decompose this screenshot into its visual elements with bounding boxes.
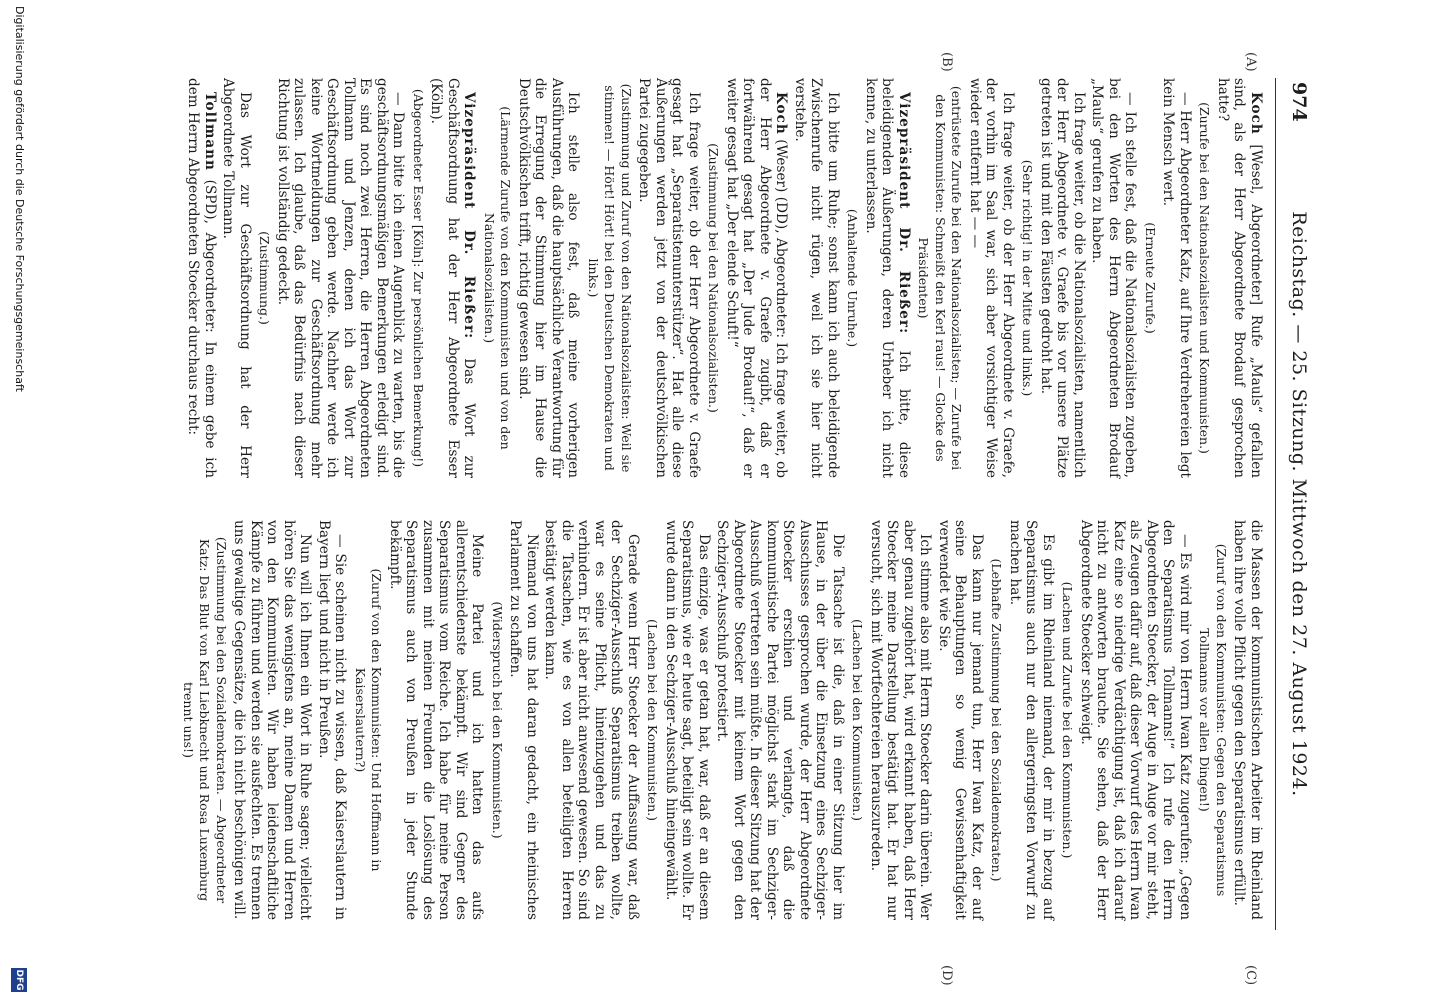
- paragraph-text: (Lachen bei den Kommunisten.): [850, 619, 866, 821]
- paragraph-text: Das kann nur jemand tun, Herr Iwan Katz, der auf seine Behauptungen so wenig Gewissenhaftigkeit verwendet wie Sie.: [936, 520, 985, 920]
- paragraph-text: (Zustimmung bei den Sozialdemokraten. — Abgeordneter Katz: Das Blut von Karl Liebknecht und Rosa Luxemburg trennt uns!): [181, 536, 229, 904]
- paragraph-text: (Abgeordneter Esser [Köln]: Zur persönlichen Bemerkung!): [411, 88, 426, 468]
- funding-note: Digitalisierung gefördert durch die Deutsche Forschungsgemeinschaft: [13, 6, 26, 392]
- paragraph: [1215, 78, 1265, 478]
- paragraph-text: Ich frage weiter, ob der Herr Abgeordnete v. Graefe gesagt hat „Separatistenunterstützer“. Hat alle diese Äußerungen werden jetzt von der deutschvölkischen Partei zugegeben.: [636, 78, 702, 478]
- paragraph-text: (Widerspruch bei den Kommunisten.): [490, 601, 505, 839]
- interjection: [849, 520, 866, 920]
- paragraph-text: (Anhaltende Unruhe.): [845, 208, 861, 348]
- paragraph-text: (Zustimmung.): [257, 231, 273, 325]
- paragraph-text: Das einzige, was er getan hat, war, daß er an diesem Separatismus, wie er heute sagt, beteiligt sein wollte. Er wurde dann in den Sechziger-Ausschuß hineingewählt.: [663, 520, 712, 920]
- paragraph: [316, 520, 349, 920]
- interjection: [481, 78, 514, 478]
- interjection: [1196, 78, 1213, 478]
- interjection: [705, 78, 722, 478]
- paragraph: [231, 520, 314, 920]
- paragraph: [663, 520, 713, 920]
- paragraph-text: (Lachen und Zurufe bei den Kommunisten.): [1060, 581, 1076, 859]
- page-footer: [4, 0, 30, 1000]
- speaker-name: Koch: [773, 92, 790, 135]
- paragraph-text: Ich frage weiter, ob der Herr Abgeordnete v. Graefe, der vorhin im Saal war, sich aber vorsichtiger Weise wieder entfernt hat — —: [967, 78, 1016, 478]
- paragraph-text: Niemand von uns hat daran gedacht, ein rheinisches Parlament zu schaffen.: [507, 520, 540, 920]
- paragraph-text: Das Wort zur Geschäftsordnung hat der Herr Abgeordnete Esser (Köln).: [428, 78, 478, 478]
- paragraph: [868, 520, 934, 920]
- paragraph: [387, 520, 486, 920]
- paragraph-text: Meine Partei und ich hatten das aufs allerentschiedenste bekämpft. Wir sind Gegner des Separatismus vom Reiche. Ich habe für meine Person zusammen mit meinen Freunden die Loslösung des Separatismus auch von Preußen in jeder Stunde bekämpft.: [387, 520, 486, 920]
- paragraph-text: [Wesel, Abgeordneter] Rufe „Mauls“ gefallen sind, als der Herr Abgeordnete Brodauf gesprochen hatte?: [1215, 78, 1264, 478]
- dfg-logo: DFG: [11, 968, 27, 992]
- paragraph-text: Ich stelle also fest, daß meine vorherigen Ausführungen, daß die hauptsächliche Verantwortung für die Erregung der Stimmung hier im Hause die Deutschvölkischen trifft, richtig gewesen sind.: [516, 78, 582, 478]
- paragraph-text: — Dann bitte ich einen Augenblick zu warten, bis die geschäftsordnungsmäßigen Bemerkungen erledigt sind. Es sind noch zwei Herren, die Herren Abgeordneten Tollmann und Jenzen, denen ich das Wort zur Geschäftsordnung geben werde. Nachher werde ich keine Wortmeldungen zur Geschäftsordnung mehr zulassen. Ich glaube, daß das Bedürfnis nach dieser Richtung ist vollständig gedeckt.: [275, 78, 407, 478]
- paragraph: [1007, 520, 1057, 920]
- paragraph: [1231, 520, 1264, 920]
- paragraph-text: Ich bitte, diese beleidigenden Äußerungen, deren Urheber ich nicht kenne, zu unterlassen.: [863, 78, 912, 478]
- interjection: [1019, 78, 1036, 478]
- speaker-name: Vizepräsident Dr. Rießer:: [461, 92, 478, 340]
- paragraph-text: Nun will ich Ihnen ein Wort in Ruhe sagen; vielleicht hören Sie das wenigstens an, meine Damen und Herren von den Kommunisten. Wir haben leidenschaftliche Kämpfe zu führen und werden sie ausfechten. Es trennen uns gewaltige Gegensätze, die ich nicht beschönigen will.: [231, 520, 314, 920]
- paragraph-text: Ich stimme also mit Herrn Stoecker darin überein. Wer aber genau zugehört hat, wird erkannt haben, daß Herr Stoecker meine Darstellung bestätigt hat. Er hat nur versucht, sich mit Wortfechtereien herauszureden.: [868, 520, 934, 920]
- paragraph-text: Ich bitte um Ruhe; sonst kann ich auch beleidigende Zwischenrufe nicht rügen, weil ich sie hier nicht verstehe.: [792, 78, 841, 478]
- speaker-name: Koch: [1248, 92, 1264, 135]
- left-column: [183, 78, 1264, 478]
- paragraph-text: — Es wird mir von Herrn Iwan Katz zugerufen: „Gegen den Separatismus Tollmanns!“ Ich rufe den Herrn Abgeordneten Stoecker, der Auge in Auge vor mir steht, als Zeugen dafür auf, daß dieser Vorwurf des Herrn Iwan Katz eine so niedrige Verdächtigung ist, daß ich darauf nicht zu antworten brauche. Sie sehen, daß der Herr Abgeordnete Stoecker schweigt.: [1078, 520, 1193, 920]
- paragraph: [1038, 78, 1088, 478]
- paragraph: [936, 520, 986, 920]
- paragraph: [516, 78, 582, 478]
- paragraph: [967, 78, 1017, 478]
- speaker-name: Tollmann: [202, 92, 218, 171]
- paragraph-text: (Weser) (DD), Abgeordneter: Ich frage weiter, ob der Herr Abgeordnete v. Graefe zugibt, daß er fortwährend gesagt hat „Der Jude Brodauf!“, daß er weiter gesagt hat „Der elende Schuft!“: [724, 78, 790, 478]
- interjection: [988, 520, 1005, 920]
- paragraph: [275, 78, 407, 478]
- paragraph: [863, 78, 913, 478]
- interjection: [1196, 520, 1229, 920]
- paragraph-text: Das Wort zur Geschäftsordnung hat der Herr Abgeordnete Tollmann.: [220, 78, 253, 478]
- paragraph-text: Es gibt im Rheinland niemand, der mir in bezug auf Separatismus auch nur den allergeringsten Vorwurf zu machen hat.: [1007, 520, 1056, 920]
- interjection: [410, 78, 427, 478]
- interjection: [1142, 78, 1159, 478]
- paragraph-text: (Zurufe bei den Nationalsozialisten und Kommunisten.): [1197, 102, 1213, 454]
- paragraph-text: (Erneute Zurufe.): [1143, 222, 1158, 334]
- paragraph: [636, 78, 702, 478]
- paragraph-text: Die Tatsache ist die, daß in einer Sitzung hier im Hause, in der über die Einsetzung eines Sechziger-Ausschusses gesprochen wurde, der Herr Abgeordnete Stoecker erschien und verlangte, daß die kommunistische Partei möglichst stark im Sechziger-Ausschuß vertreten sein müßte. In dieser Sitzung hat der Abgeordnete Stoecker mit keinem Wort gegen den Sechziger-Ausschuß protestiert.: [714, 520, 846, 920]
- interjection: [256, 78, 273, 478]
- paragraph: [507, 520, 540, 920]
- paragraph-text: (Sehr richtig! in der Mitte und links.): [1020, 159, 1036, 397]
- paragraph-text: (entrüstete Zurufe bei den Nationalsozialisten; — Zurufe bei den Kommunisten: Schmeißt den Kerl raus! — Glocke des Präsidenten): [916, 85, 965, 471]
- paragraph-text: die Massen der kommunistischen Arbeiter im Rheinland haben ihre volle Pflicht gegen den Separatismus erfüllt.: [1231, 520, 1264, 920]
- paragraph-text: — Ich stelle fest, daß die Nationalsozialisten zugeben, bei den Worten des Herrn Abgeordneten Brodauf „Mauls“ gerufen zu haben.: [1089, 78, 1139, 478]
- margin-mark-b: (B): [939, 52, 954, 72]
- paragraph: [1160, 78, 1193, 478]
- margin-mark-c: (C): [1243, 965, 1258, 986]
- paragraph: [185, 78, 218, 478]
- page-number: 974: [1288, 82, 1310, 122]
- paragraph: [542, 520, 641, 920]
- paragraph: [724, 78, 790, 478]
- paragraph-text: (Zustimmung bei den Nationalsozialisten.): [706, 143, 722, 413]
- paragraph-text: (Lebhafte Zustimmung bei den Sozialdemokraten.): [989, 558, 1005, 882]
- speaker-name: Vizepräsident Dr. Rießer:: [896, 92, 912, 335]
- paragraph: [428, 78, 478, 478]
- paragraph: [714, 520, 846, 920]
- paragraph-text: (Lärmende Zurufe von den Kommunisten und von den Nationalsozialisten.): [482, 106, 514, 450]
- right-column: [177, 520, 1265, 920]
- paragraph: [792, 78, 842, 478]
- interjection: [1059, 520, 1076, 920]
- interjection: [489, 520, 506, 920]
- interjection: [644, 520, 661, 920]
- paragraph: [1089, 78, 1139, 478]
- interjection: [915, 78, 965, 478]
- interjection: [180, 520, 230, 920]
- paragraph: [220, 78, 253, 478]
- margin-mark-d: (D): [939, 965, 954, 986]
- paragraph-text: (Zuruf von den Kommunisten: Gegen den Separatismus Tollmanns vor allen Dingen!): [1197, 543, 1229, 897]
- paragraph-text: — Sie scheinen nicht zu wissen, daß Kaiserslautern in Bayern liegt und nicht in Preußen.: [316, 520, 349, 920]
- paragraph-text: Gerade wenn Herr Stoecker der Auffassung war, daß der Sechziger-Ausschuß Separatismus treiben wollte, war es seine Pflicht, hineinzugehen und das zu verhindern. Er ist aber nicht anwesend gewesen. So sind die Tatsachen, wie es von allen beteiligten Herren bestätigt werden kann.: [542, 520, 641, 920]
- running-head: Reichstag. — 25. Sitzung. Mittwoch den 27. August 1924.: [1288, 211, 1310, 797]
- margin-mark-a: (A): [1243, 52, 1258, 72]
- paragraph-text: (Lachen bei den Kommunisten.): [645, 619, 661, 821]
- page-header: [1275, 78, 1316, 930]
- paragraph-text: (SPD), Abgeordneter: In einem gebe ich dem Herrn Abgeordneten Stoecker durchaus recht:: [185, 78, 218, 478]
- paragraph-text: — Herr Abgeordneter Katz, auf Ihre Verdrehereien legt kein Mensch wert.: [1160, 78, 1193, 478]
- paragraph-text: (Zustimmung und Zuruf von den Nationalsozialisten: Weil sie stimmen! — Hört! Hört! bei den Deutschen Demokraten und links.): [586, 83, 634, 473]
- interjection: [585, 78, 635, 478]
- paragraph-text: Ich frage weiter, ob die Nationalsozialisten, namentlich der Herr Abgeordnete v. Graefe bis vor unsere Plätze getreten ist und mit den Fäusten gedroht hat.: [1038, 78, 1087, 478]
- paragraph: [1078, 520, 1194, 920]
- paragraph-text: (Zuruf von den Kommunisten: Und Hoffmann in Kaiserslautern?): [353, 568, 385, 872]
- interjection: [352, 520, 385, 920]
- interjection: [844, 78, 861, 478]
